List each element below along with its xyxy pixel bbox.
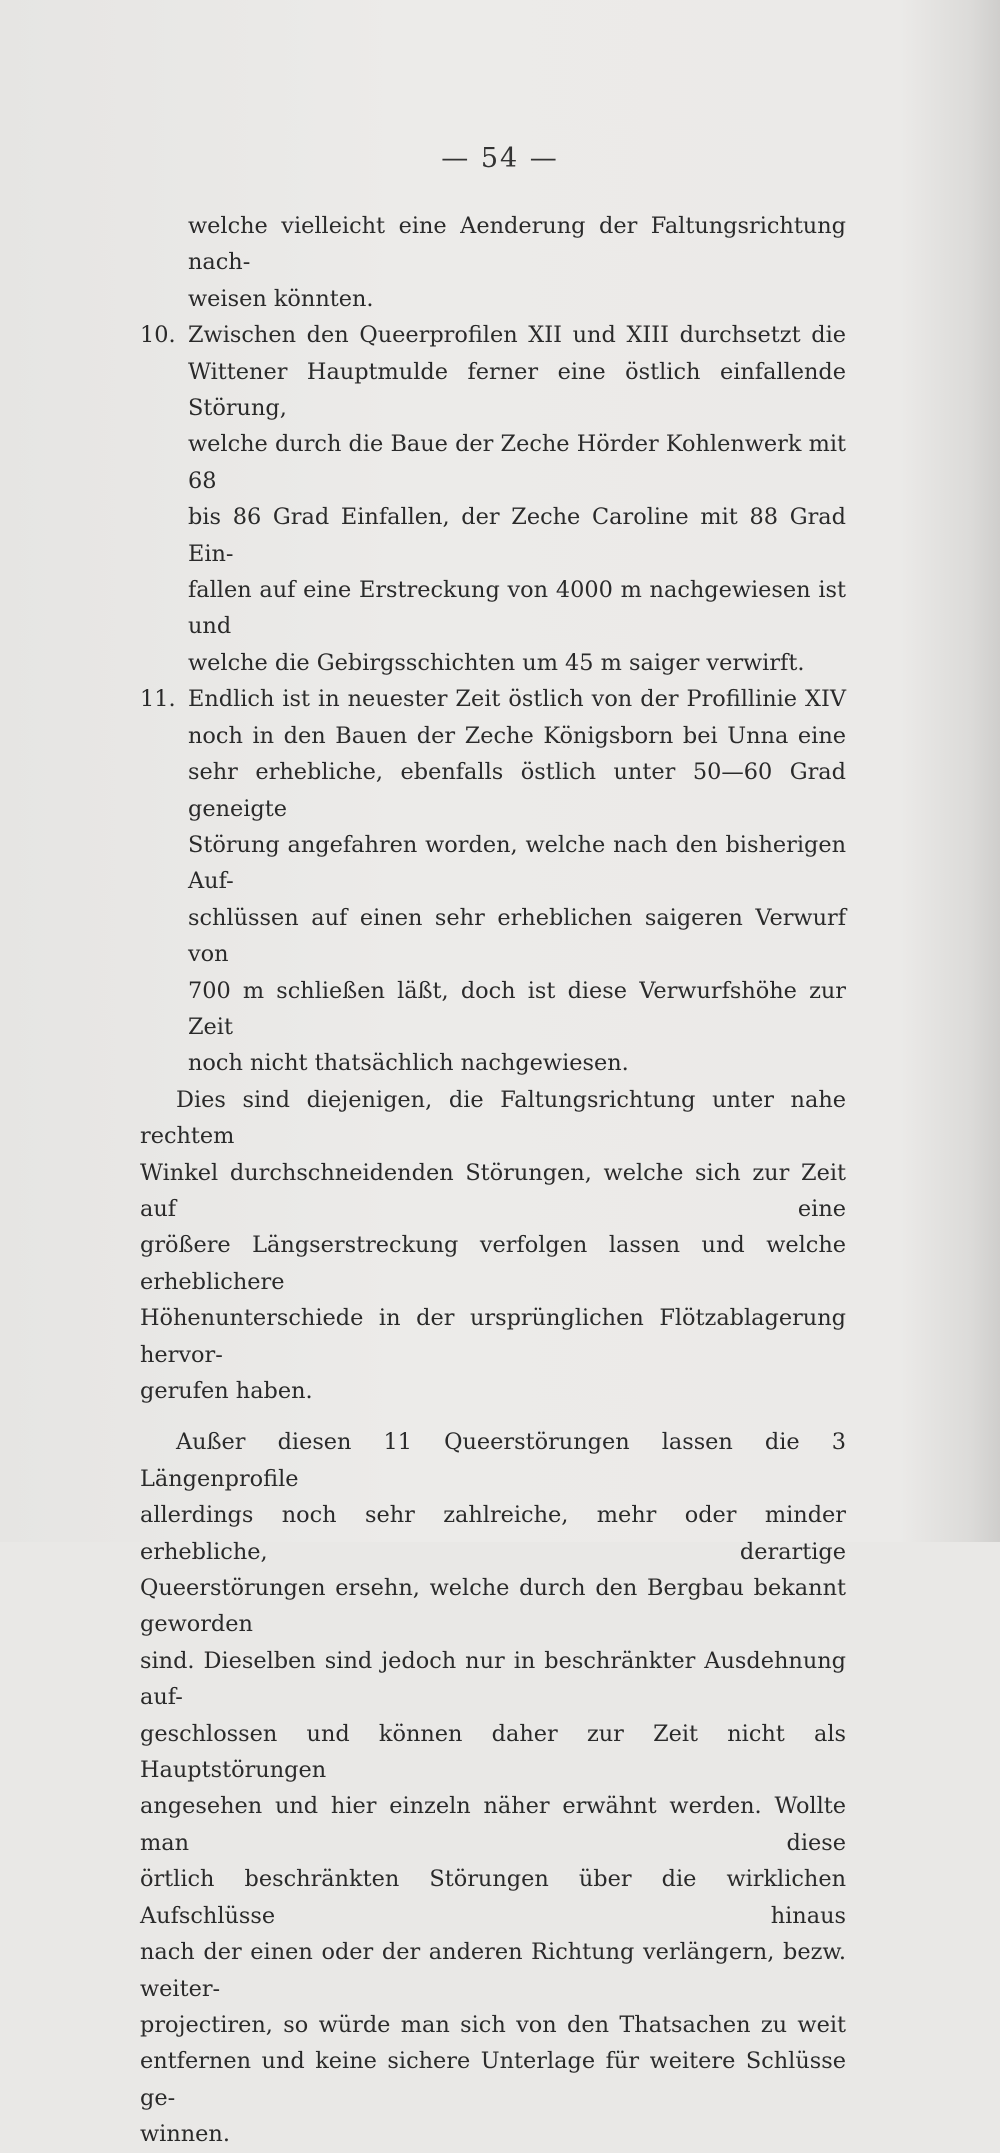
text-line: allerdings noch sehr zahlreiche, mehr oder minder erhebliche, derartige: [140, 1502, 846, 1565]
text-line: Außer diesen 11 Queerstörungen lassen die 3 Längenprofile: [140, 1429, 846, 1492]
paragraph: [140, 1082, 846, 1410]
text-line: Höhenunterschiede in der ursprünglichen Flötzablagerung hervor-: [140, 1305, 846, 1368]
item-text: [188, 681, 846, 1081]
text-line: bis 86 Grad Einfallen, der Zeche Caroline mit 88 Grad Ein-: [188, 504, 846, 567]
item-number: 11.: [140, 686, 176, 713]
text-line: größere Längserstreckung verfolgen lassen und welche erheblichere: [140, 1232, 846, 1295]
list-item-10: [140, 317, 846, 681]
text-line: 700 m schließen läßt, doch ist diese Verwurfshöhe zur Zeit: [188, 977, 846, 1040]
text-line: sehr erhebliche, ebenfalls östlich unter 50—60 Grad geneigte: [188, 759, 846, 822]
text-line: Störung angefahren worden, welche nach den bisherigen Auf-: [188, 831, 846, 895]
text-line: örtlich beschränkten Störungen über die wirklichen Aufschlüsse hinaus: [140, 1866, 846, 1929]
text-line: welche vielleicht eine Aenderung der Faltungsrichtung nach-: [188, 213, 846, 276]
text-line: Queerstörungen ersehn, welche durch den Bergbau bekannt geworden: [140, 1575, 846, 1638]
item-text: [188, 317, 846, 681]
page-number: — 54 —: [441, 143, 559, 174]
text-line: sind. Dieselben sind jedoch nur in beschränkter Ausdehnung auf-: [140, 1647, 846, 1711]
text-line: geschlossen und können daher zur Zeit nicht als Hauptstörungen: [140, 1720, 846, 1784]
text-line: fallen auf eine Erstreckung von 4000 m nachgewiesen ist und: [188, 577, 846, 640]
list-item-continuation: [140, 208, 846, 317]
text-line: winnen.: [140, 2121, 230, 2148]
paragraph-text: [140, 1082, 846, 1410]
text-line: Endlich ist in neuester Zeit östlich von der Profillinie XIV: [188, 686, 846, 713]
paragraph: [140, 1424, 846, 2152]
text-line: Winkel durchschneidenden Störungen, welche sich zur Zeit auf eine: [140, 1159, 846, 1222]
item-number: 10.: [140, 322, 176, 349]
text-line: schlüssen auf einen sehr erheblichen saigeren Verwurf von: [188, 904, 846, 968]
text-line: weisen könnten.: [188, 285, 374, 312]
text-line: noch nicht thatsächlich nachgewiesen.: [188, 1050, 629, 1077]
text-line: Wittener Hauptmulde ferner eine östlich einfallende Störung,: [188, 358, 846, 422]
text-line: Zwischen den Queerprofilen XII und XIII durchsetzt die: [188, 322, 846, 349]
paragraph-text: [140, 1424, 846, 2152]
text-line: welche die Gebirgsschichten um 45 m saiger verwirft.: [188, 649, 805, 676]
text-line: nach der einen oder der anderen Richtung verlängern, bezw. weiter-: [140, 1939, 846, 2002]
text-line: noch in den Bauen der Zeche Königsborn bei Unna eine: [188, 722, 846, 749]
text-line: Dies sind diejenigen, die Faltungsrichtung unter nahe rechtem: [140, 1086, 846, 1150]
text-line: gerufen haben.: [140, 1378, 313, 1404]
text-line: entfernen und keine sichere Unterlage für weitere Schlüsse ge-: [140, 2048, 846, 2111]
text-line: projectiren, so würde man sich von den Thatsachen zu weit: [140, 2011, 846, 2038]
body-text: [140, 208, 846, 2153]
list-item-11: [140, 681, 846, 1081]
text-line: angesehen und hier einzeln näher erwähnt werden. Wollte man diese: [140, 1793, 846, 1856]
continuation-text: [188, 208, 846, 317]
text-line: welche durch die Baue der Zeche Hörder Kohlenwerk mit 68: [188, 431, 846, 494]
